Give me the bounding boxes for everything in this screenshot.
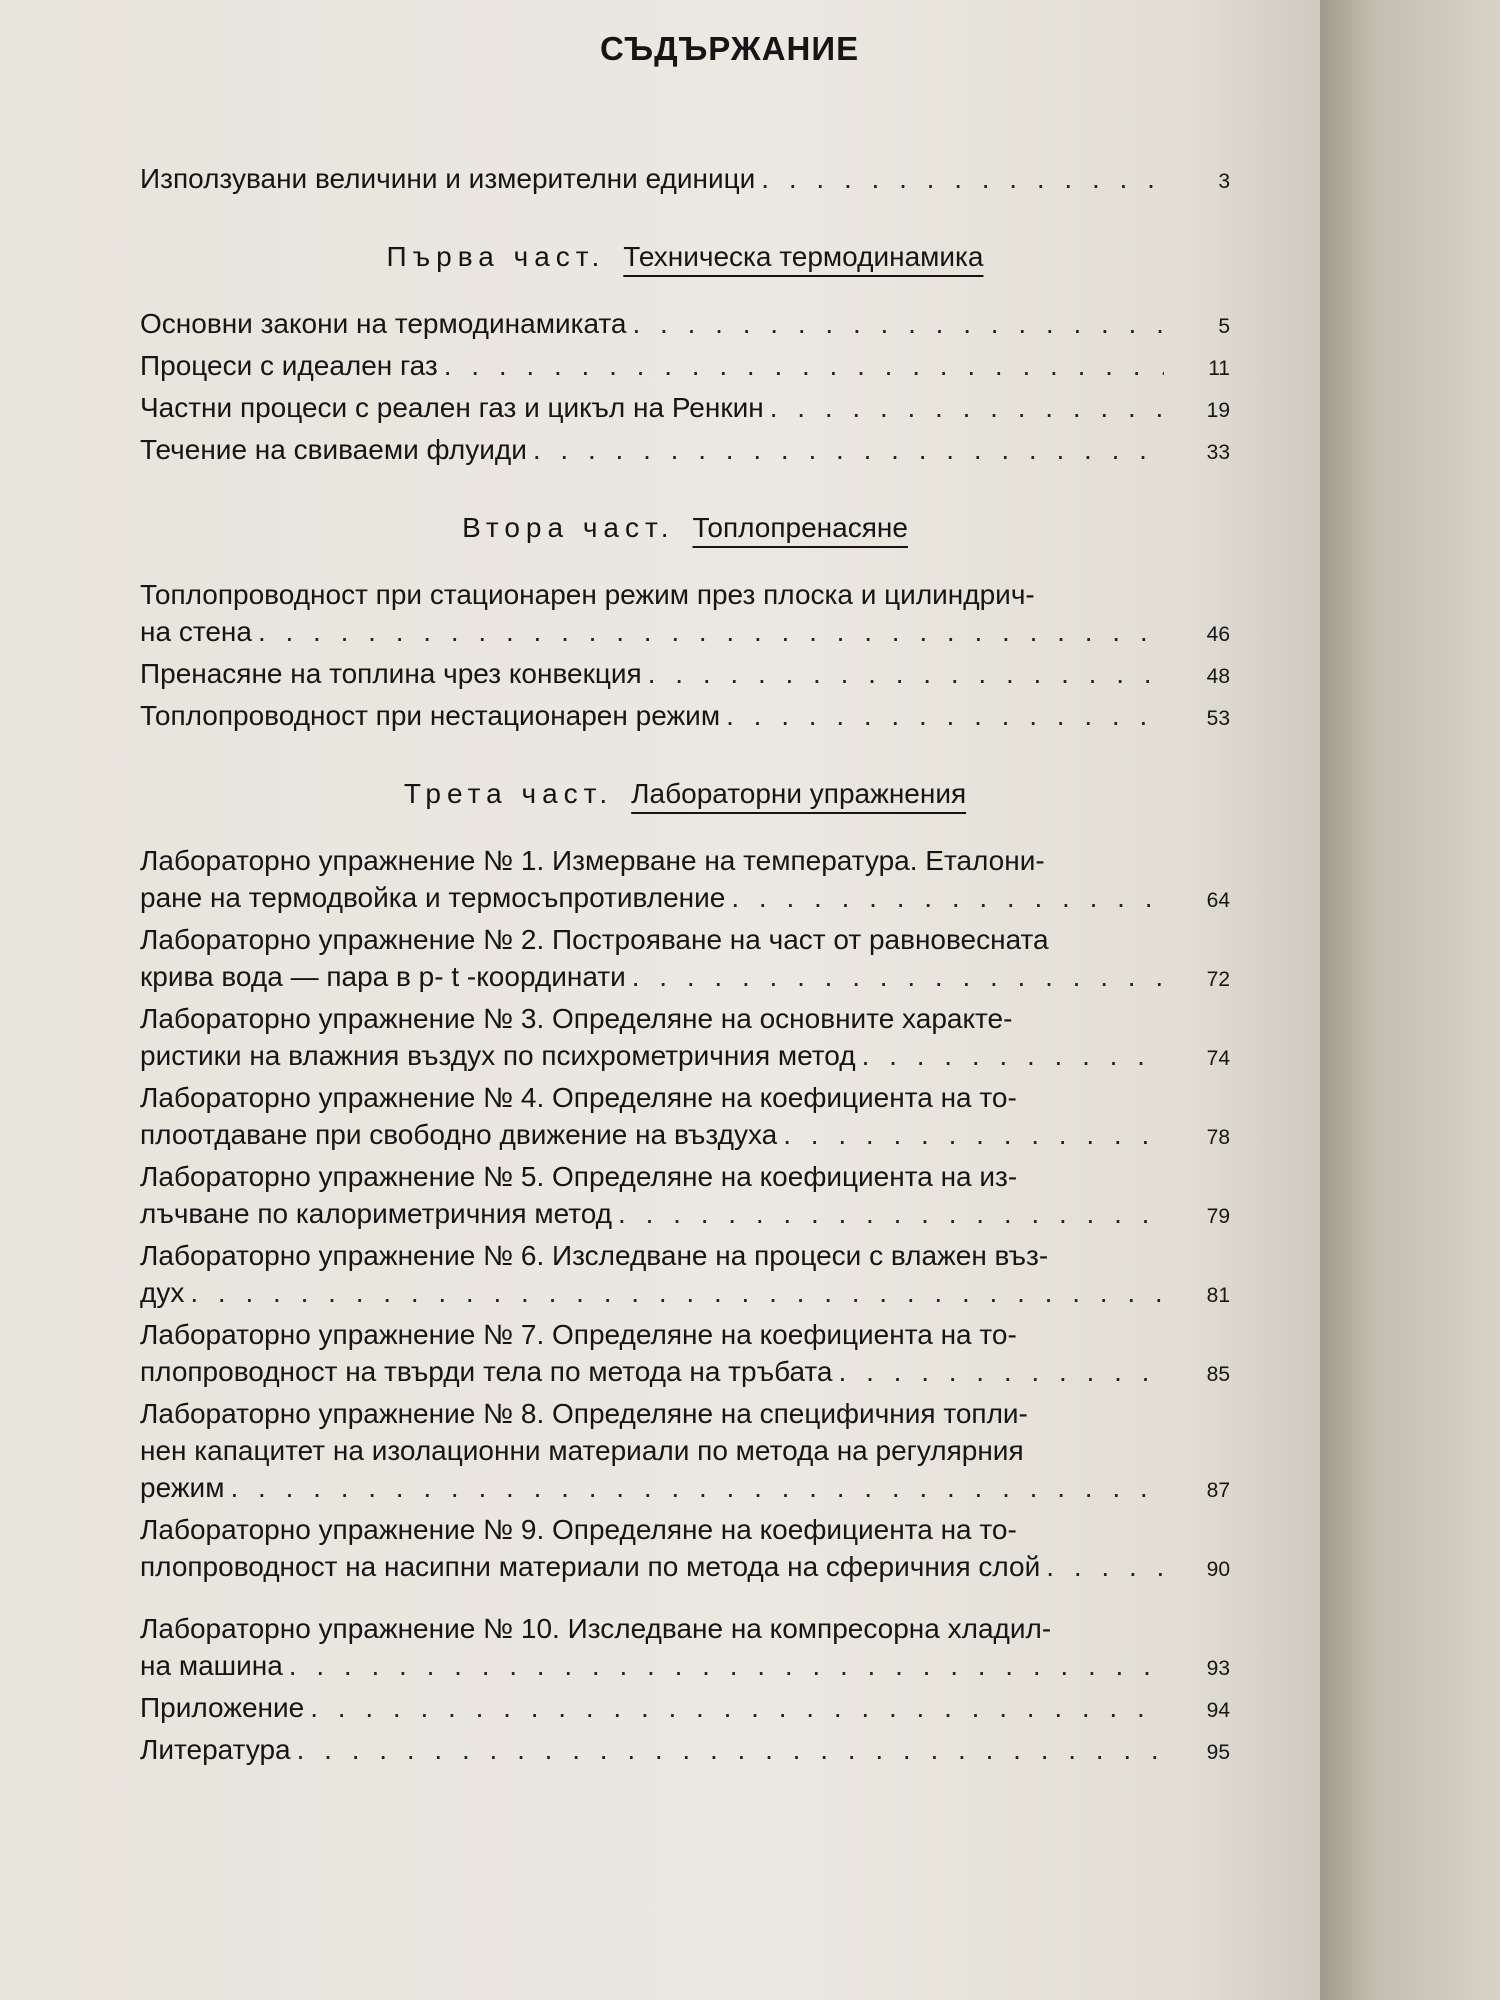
page-number: 5 [1218,315,1230,338]
entry-title: Използувани величини и измерителни единици [140,163,756,194]
page-number: 94 [1206,1699,1230,1722]
dot-leader [862,1037,1164,1074]
entry-title-line: Лабораторно упражнение № 5. Определяне на коефициента на из- [140,1161,1018,1192]
dot-leader [310,1689,1164,1726]
dot-leader [297,1731,1164,1768]
toc-entry [140,921,1290,998]
toc-entry [140,1237,1290,1314]
toc-entry [140,576,1290,653]
page-number: 3 [1218,170,1230,193]
entry-title-line: Лабораторно упражнение № 10. Изследване на компресорна хладил- [140,1613,1052,1644]
toc-entry [140,1079,1290,1156]
part-name: Лабораторни упражнения [631,778,967,809]
dot-leader [632,958,1164,995]
page-number: 46 [1206,623,1230,646]
dot-leader [726,697,1164,734]
page-number: 53 [1206,707,1230,730]
part-heading-1 [140,238,1230,275]
entry-title-line: Лабораторно упражнение № 4. Определяне на коефициента на то- [140,1082,1017,1113]
entry-title: плоотдаване при свободно движение на въздуха [140,1119,778,1150]
dot-leader [533,431,1164,468]
entry-title-line: Лабораторно упражнение № 6. Изследване на процеси с влажен въз- [140,1240,1049,1271]
dot-leader [444,347,1164,384]
part-label: Трета част. [403,778,614,809]
entry-title: Литература [140,1734,291,1765]
part-name: Техническа термодинамика [623,241,984,272]
entry-title: Основни закони на термодинамиката [140,308,627,339]
dot-leader [258,613,1164,650]
page-number: 85 [1206,1363,1230,1386]
page-number: 87 [1206,1479,1230,1502]
page-number: 90 [1206,1558,1230,1581]
toc-entry [140,1511,1290,1588]
page-title: СЪДЪРЖАНИЕ [600,30,860,67]
part-name: Топлопренасяне [692,512,908,543]
page-number: 11 [1208,357,1230,380]
entry-title-line: Лабораторно упражнение № 3. Определяне на основните характе- [140,1003,1013,1034]
entry-title: на машина [140,1650,283,1681]
dot-leader [839,1353,1164,1390]
part-label: Втора част. [462,512,675,543]
toc-entry [140,1316,1290,1393]
entry-title: Топлопроводност при нестационарен режим [140,700,721,731]
toc-entry [140,655,1230,695]
toc-entry [140,305,1230,345]
toc-entry-intro [140,160,1230,200]
page-number: 79 [1206,1205,1230,1228]
entry-title: дух [140,1277,185,1308]
dot-leader [633,305,1165,342]
toc-entry [140,1395,1290,1509]
entry-title: Пренасяне на топлина чрез конвекция [140,658,642,689]
entry-title-line: Топлопроводност при стационарен режим през плоска и цилиндрич- [140,579,1035,610]
dot-leader [731,879,1164,916]
entry-title-line: Лабораторно упражнение № 2. Построяване на част от равновесната [140,924,1049,955]
page-number: 74 [1206,1047,1230,1070]
book-gutter [1320,0,1500,2000]
entry-title: на стена [140,616,252,647]
table-of-contents [140,160,1290,1773]
dot-leader [190,1274,1164,1311]
dot-leader [289,1647,1164,1684]
page-number: 19 [1206,399,1230,422]
toc-entry [140,842,1290,919]
page-number: 95 [1206,1741,1230,1764]
part-label: Първа част. [386,241,606,272]
toc-entry [140,1731,1230,1771]
entry-title-line: Лабораторно упражнение № 8. Определяне на специфичния топли- [140,1398,1028,1429]
entry-title: Течение на свиваеми флуиди [140,434,527,465]
entry-title: плопроводност на насипни материали по метода на сферичния слой [140,1551,1041,1582]
entry-title: Процеси с идеален газ [140,350,438,381]
toc-entry [140,347,1230,387]
entry-title: ристики на влажния въздух по психрометричния метод [140,1040,856,1071]
entry-title: ране на термодвойка и термосъпротивление [140,882,726,913]
part-heading-2 [140,509,1230,546]
page-number: 72 [1206,968,1230,991]
entry-title: режим [140,1472,225,1503]
page-number: 93 [1206,1657,1230,1680]
toc-entry [140,389,1230,429]
page-number: 33 [1206,441,1230,464]
dot-leader [618,1195,1164,1232]
toc-entry [140,1610,1290,1687]
page-number: 78 [1206,1126,1230,1149]
dot-leader [783,1116,1164,1153]
entry-title: лъчване по калориметричния метод [140,1198,613,1229]
entry-title: Частни процеси с реален газ и цикъл на Ренкин [140,392,764,423]
toc-entry [140,1000,1290,1077]
page-number: 81 [1206,1284,1230,1307]
dot-leader [230,1469,1164,1506]
entry-title-line: нен капацитет на изолационни материали по метода на регулярния [140,1435,1024,1466]
toc-entry [140,697,1230,737]
dot-leader [1046,1548,1164,1585]
entry-title: крива вода — пара в p- t -координати [140,961,626,992]
toc-entry [140,1689,1230,1729]
entry-title-line: Лабораторно упражнение № 7. Определяне на коефициента на то- [140,1319,1017,1350]
entry-title-line: Лабораторно упражнение № 1. Измерване на температура. Еталони- [140,845,1045,876]
page-number: 64 [1206,889,1230,912]
dot-leader [761,160,1164,197]
entry-title: плопроводност на твърди тела по метода на тръбата [140,1356,833,1387]
toc-entry [140,431,1230,471]
toc-entry [140,1158,1290,1235]
page-number: 48 [1206,665,1230,688]
entry-title: Приложение [140,1692,305,1723]
part-heading-3 [140,775,1230,812]
dot-leader [648,655,1164,692]
dot-leader [770,389,1164,426]
entry-title-line: Лабораторно упражнение № 9. Определяне на коефициента на то- [140,1514,1017,1545]
